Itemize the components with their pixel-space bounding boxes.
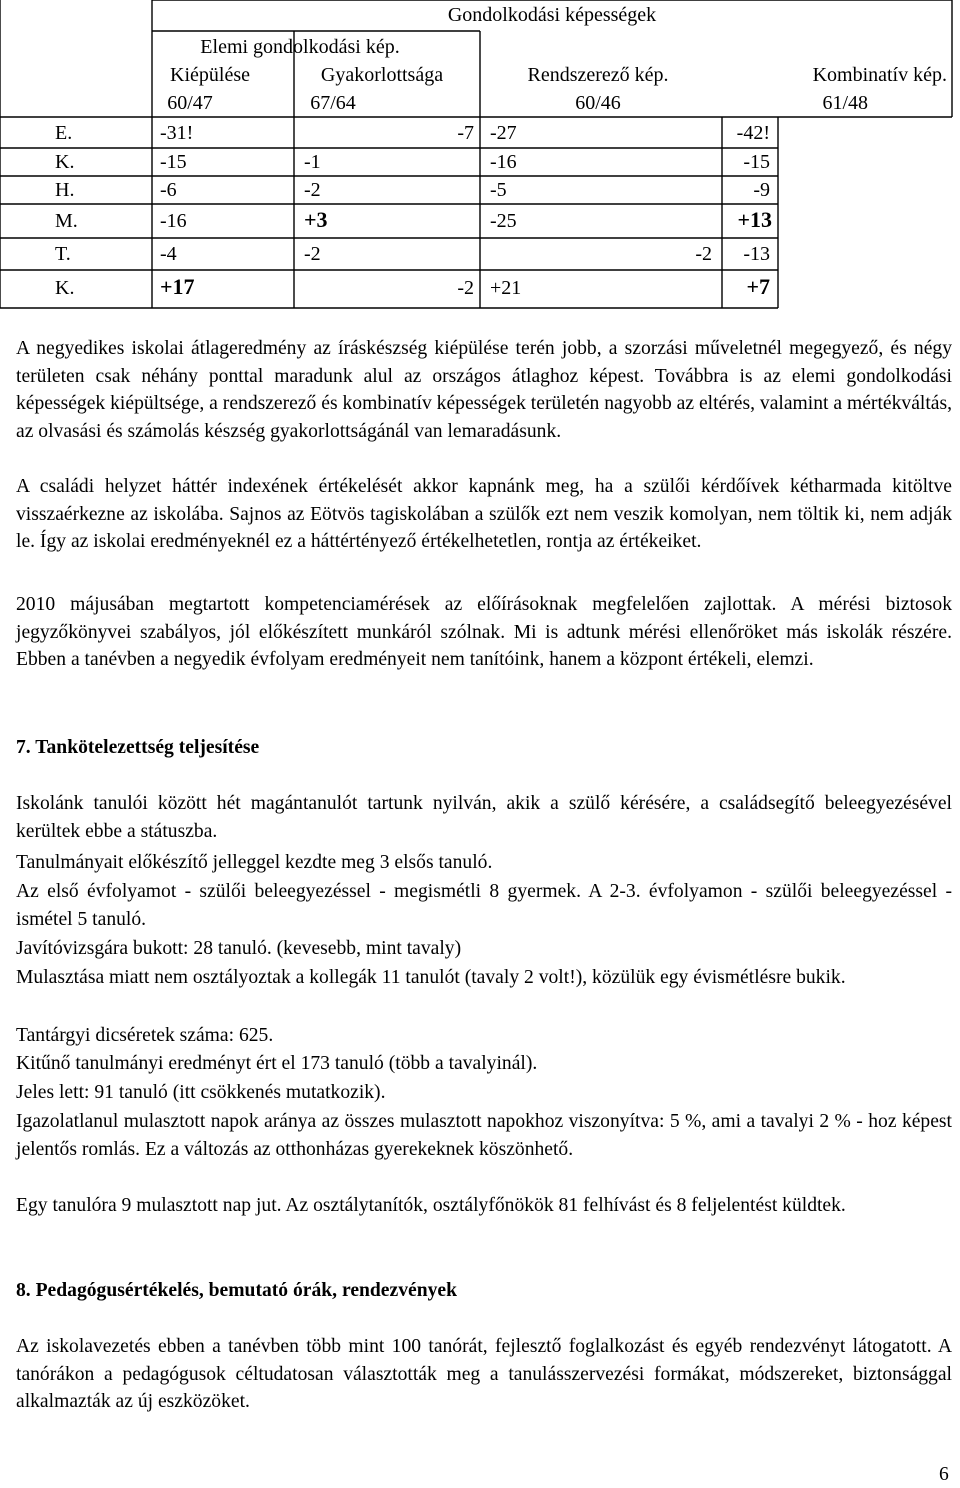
col-header-4-score: 61/48 — [822, 92, 868, 114]
paragraph-competency-tests: 2010 májusában megtartott kompetenciamérések az előírásoknak megfelelően zajlottak. A mérési biztosok jegyzőkönyvei szabályos, jól előkészített munkáról szólnak. Mi is adtunk mérési ellenőröket más iskolák részére. Ebben a tanévben a negyedik évfolyam eredményeit nem tanítóink, hanem a központ értékeli, elemzi. — [16, 594, 952, 670]
table-cell: -4 — [160, 243, 177, 265]
col-header-3-score: 60/46 — [575, 92, 621, 114]
table-cell: -31! — [160, 122, 194, 144]
paragraph-results-analysis: A negyedikes iskolai átlageredmény az íráskészség kiépülése terén jobb, a szorzási műveletnél megegyező, és négy területen csak néhány ponttal maradunk alul az országos átlaghoz képest. Továbbra is az elemi gondolkodási képességek kiépültsége, a rendszerező és kombinatív képességek területén nagyobb az eltérés, valamint a mértékváltás, az olvasási és számolás készség gyakorlottságánál van lemaradásunk. — [16, 338, 952, 442]
section-7-heading: 7. Tankötelezettség teljesítése — [16, 737, 260, 758]
table-cell: -5 — [490, 179, 507, 201]
paragraph-lesson-visits: Az iskolavezetés ebben a tanévben több mint 100 tanórát, fejlesztő foglalkozást és egyéb rendezvényt látogatott. A tanórákon a pedagógusok céltudatosan választották meg a tanulásszervezési formákat, módszereket, biztonsággal alkalmazták az új eszközöket. — [16, 1336, 952, 1412]
row-label: K. — [55, 277, 75, 299]
table-cell: -42! — [736, 122, 770, 144]
col-header-2-name: Gyakorlottsága — [320, 64, 444, 86]
table-cell: +21 — [490, 277, 522, 299]
group-header: Elemi gondolkodási kép. — [200, 36, 400, 58]
table-cell: -2 — [457, 277, 474, 299]
row-label: H. — [55, 179, 75, 201]
paragraph-preparatory: Tanulmányait előkészítő jelleggel kezdte meg 3 elsős tanuló. — [16, 852, 493, 873]
table-cell: -27 — [490, 122, 517, 144]
row-label: T. — [55, 243, 71, 265]
section-8-heading: 8. Pedagógusértékelés, bemutató órák, rendezvények — [16, 1280, 457, 1301]
table-cell: -15 — [743, 151, 770, 173]
paragraph-absence-ungraded: Mulasztása miatt nem osztályoztak a kollegák 11 tanulót (tavaly 2 volt!), közülük egy évismétlésre bukik. — [16, 967, 846, 988]
results-table-grid — [0, 0, 960, 310]
table-cell: -1 — [304, 151, 321, 173]
paragraph-absence-per-student: Egy tanulóra 9 mulasztott nap jut. Az osztálytanítók, osztályfőnökök 81 felhívást és 8 feljelentést küldtek. — [16, 1195, 846, 1216]
row-label: K. — [55, 151, 75, 173]
paragraph-excellent: Kitűnő tanulmányi eredményt ért el 173 tanuló (több a tavalyinál). — [16, 1053, 538, 1074]
table-cell: -25 — [490, 210, 517, 232]
row-label: E. — [55, 122, 73, 144]
paragraph-praises: Tantárgyi dicséretek száma: 625. — [16, 1025, 274, 1046]
table-cell: +17 — [160, 274, 195, 299]
col-header-3-name: Rendszerező kép. — [527, 64, 669, 86]
table-cell: -16 — [160, 210, 187, 232]
row-label: M. — [55, 210, 78, 232]
col-header-1-score: 60/47 — [167, 92, 213, 114]
table-cell: +13 — [737, 207, 772, 232]
col-header-4-name: Kombinatív kép. — [812, 64, 947, 86]
paragraph-private-students: Iskolánk tanulói között hét magántanulót tartunk nyilván, akik a szülő kérésére, a családsegítő beleegyezésével kerültek ebbe a státuszba. — [16, 793, 952, 842]
table-cell: -2 — [304, 179, 321, 201]
table-title: Gondolkodási képességek — [447, 4, 657, 26]
col-header-1-name: Kiépülése — [170, 64, 250, 86]
table-cell: +7 — [746, 274, 770, 299]
table-cell: -2 — [695, 243, 712, 265]
table-cell: -16 — [490, 151, 517, 173]
table-cell: -13 — [743, 243, 770, 265]
paragraph-family-background: A családi helyzet háttér indexének értékelését akkor kapnánk meg, ha a szülői kérdőívek kétharmada kitöltve visszaérkezne az iskolába. Sajnos az Eötvös tagiskolában a szülők ezt nem veszik komolyan, nem töltik ki, nem adják le. Így az iskolai eredményeknél ez a háttértényező értékelhetetlen, rontja az értékeiket. — [16, 476, 952, 552]
table-cell: +3 — [304, 207, 328, 232]
col-header-2-score: 67/64 — [310, 92, 356, 114]
table-cell: -6 — [160, 179, 177, 201]
page-number: 6 — [939, 1464, 949, 1485]
paragraph-repeaters: Az első évfolyamot - szülői beleegyezéssel - megismétli 8 gyermek. A 2-3. évfolyamon - szülői beleegyezéssel - ismétel 5 tanuló. — [16, 881, 952, 930]
table-cell: -7 — [457, 122, 474, 144]
table-cell: -9 — [753, 179, 770, 201]
table-cell: -2 — [304, 243, 321, 265]
paragraph-unexcused-absence: Igazolatlanul mulasztott napok aránya az összes mulasztott napokhoz viszonyítva: 5 %, ami a tavalyi 2 % - hoz képest jelentős romlás. Ez a változás az otthonházas gyerekeknek köszönhető. — [16, 1111, 952, 1160]
table-cell: -15 — [160, 151, 187, 173]
paragraph-resit-exam: Javítóvizsgára bukott: 28 tanuló. (kevesebb, mint tavaly) — [16, 938, 462, 959]
paragraph-good-grades: Jeles lett: 91 tanuló (itt csökkenés mutatkozik). — [16, 1082, 386, 1103]
